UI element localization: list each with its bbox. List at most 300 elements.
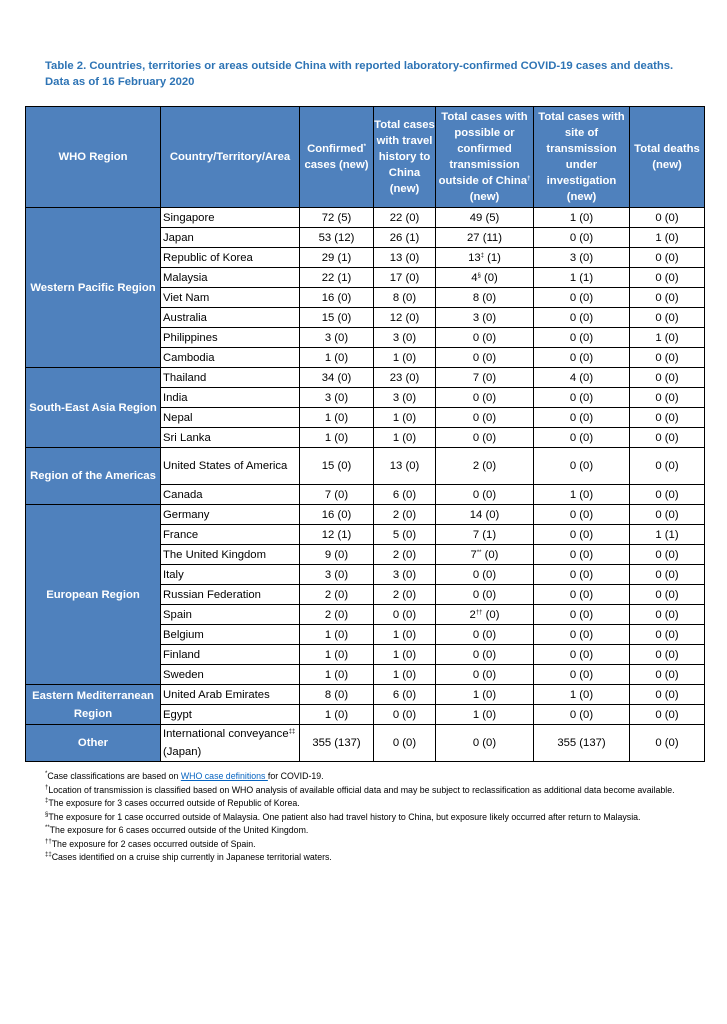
country-cell	[161, 288, 300, 308]
deaths-cell	[630, 328, 705, 348]
investigation-value: 0 (0)	[569, 588, 594, 601]
country-cell	[161, 665, 300, 685]
confirmed-cell	[300, 228, 374, 248]
possible-value: 0 (0)	[472, 648, 497, 661]
confirmed-cell	[300, 388, 374, 408]
deaths-value: 0 (0)	[655, 568, 679, 581]
confirmed-cell	[300, 545, 374, 565]
possible-value: 7	[470, 548, 477, 561]
travel-value: 0 (0)	[392, 708, 417, 721]
travel-cell	[374, 645, 436, 665]
country-name: Sri Lanka	[163, 431, 211, 444]
header-possible-label: Total cases with possible or confirmed transmission outside of China	[438, 111, 528, 187]
investigation-value: 0 (0)	[569, 648, 594, 661]
deaths-cell	[630, 428, 705, 448]
country-cell	[161, 208, 300, 228]
deaths-cell	[630, 665, 705, 685]
investigation-value: 0 (0)	[569, 231, 594, 244]
country-cell	[161, 705, 300, 725]
deaths-value: 0 (0)	[655, 608, 679, 621]
confirmed-value: 355 (137)	[312, 737, 361, 749]
investigation-value: 0 (0)	[569, 460, 594, 472]
deaths-cell	[630, 645, 705, 665]
investigation-cell	[534, 645, 630, 665]
country-name: India	[163, 391, 188, 404]
confirmed-value: 9 (0)	[324, 548, 349, 561]
travel-value: 22 (0)	[389, 211, 420, 224]
footnote-text: Location of transmission is classified based on WHO analysis of available official data and may be subject to reclassification as additional data become available.	[48, 784, 675, 795]
deaths-value: 0 (0)	[655, 628, 679, 641]
travel-cell	[374, 288, 436, 308]
footnote-mark: §	[45, 811, 49, 818]
travel-value: 2 (0)	[392, 508, 417, 521]
possible-value: 0 (0)	[472, 391, 497, 404]
investigation-value: 1 (1)	[569, 271, 594, 284]
travel-value: 2 (0)	[392, 548, 417, 561]
table-row	[26, 505, 705, 525]
confirmed-value: 22 (1)	[321, 271, 352, 284]
deaths-value: 0 (0)	[655, 588, 679, 601]
possible-value: 0 (0)	[472, 737, 497, 749]
possible-cell	[436, 448, 534, 485]
footnote-mark: *	[45, 771, 48, 777]
possible-cell	[436, 268, 534, 288]
investigation-value: 1 (0)	[569, 488, 594, 501]
travel-cell	[374, 388, 436, 408]
country-cell	[161, 585, 300, 605]
country-name: Germany	[163, 508, 210, 521]
country-name: United States of America	[163, 460, 288, 472]
travel-cell	[374, 248, 436, 268]
country-name: United Arab Emirates	[163, 688, 270, 701]
deaths-cell	[630, 565, 705, 585]
possible-cell	[436, 705, 534, 725]
possible-value: 14 (0)	[469, 508, 500, 521]
deaths-value: 0 (0)	[655, 431, 679, 444]
travel-cell	[374, 505, 436, 525]
investigation-value: 0 (0)	[569, 668, 594, 681]
region-cell: South-East Asia Region	[26, 368, 161, 448]
possible-value: 7 (0)	[472, 371, 497, 384]
investigation-cell	[534, 505, 630, 525]
country-cell	[161, 368, 300, 388]
country-cell	[161, 505, 300, 525]
travel-cell	[374, 605, 436, 625]
investigation-cell	[534, 228, 630, 248]
confirmed-value: 72 (5)	[321, 211, 352, 224]
confirmed-value: 53 (12)	[318, 231, 355, 244]
country-footnote-mark: ‡‡	[288, 729, 296, 735]
country-name: Thailand	[163, 371, 207, 384]
travel-value: 12 (0)	[389, 311, 420, 324]
header-confirmed-tail: cases (new)	[304, 159, 369, 171]
deaths-cell	[630, 248, 705, 268]
investigation-cell	[534, 248, 630, 268]
possible-cell	[436, 685, 534, 705]
possible-value: 27 (11)	[467, 231, 502, 244]
confirmed-cell	[300, 565, 374, 585]
confirmed-value: 2 (0)	[324, 608, 349, 621]
deaths-value: 0 (0)	[655, 688, 679, 701]
possible-footnote-mark: **	[476, 549, 482, 556]
confirmed-cell	[300, 448, 374, 485]
possible-cell	[436, 428, 534, 448]
investigation-value: 0 (0)	[569, 331, 594, 344]
investigation-value: 1 (0)	[569, 688, 594, 701]
confirmed-value: 29 (1)	[321, 251, 352, 264]
footnote-text: The exposure for 3 cases occurred outside of Republic of Korea.	[48, 798, 300, 808]
deaths-value: 0 (0)	[655, 737, 679, 749]
travel-cell	[374, 208, 436, 228]
country-cell	[161, 328, 300, 348]
header-confirmed	[300, 107, 374, 208]
investigation-cell	[534, 565, 630, 585]
header-country: Country/Territory/Area	[161, 107, 300, 208]
possible-value: 7 (1)	[472, 528, 497, 541]
possible-value: 0 (0)	[472, 568, 497, 581]
deaths-cell	[630, 625, 705, 645]
possible-cell	[436, 408, 534, 428]
travel-cell	[374, 565, 436, 585]
possible-value: 13	[468, 251, 481, 264]
deaths-cell	[630, 485, 705, 505]
country-name: Republic of Korea	[163, 251, 253, 264]
deaths-value: 1 (0)	[655, 231, 679, 244]
confirmed-value: 34 (0)	[321, 371, 352, 384]
confirmed-cell	[300, 665, 374, 685]
investigation-value: 0 (0)	[569, 411, 594, 424]
confirmed-value: 16 (0)	[321, 291, 352, 304]
travel-value: 1 (0)	[392, 648, 417, 661]
confirmed-value: 3 (0)	[324, 331, 349, 344]
footnote-mark: ‡	[45, 798, 49, 804]
deaths-value: 0 (0)	[655, 311, 679, 324]
confirmed-value: 3 (0)	[324, 568, 349, 581]
investigation-value: 0 (0)	[569, 351, 594, 364]
footnote	[45, 838, 695, 852]
footnotes	[45, 770, 695, 865]
possible-value: 1 (0)	[472, 708, 497, 721]
investigation-cell	[534, 525, 630, 545]
cases-table	[25, 106, 705, 762]
deaths-cell	[630, 208, 705, 228]
possible-footnote-mark: ‡	[480, 252, 484, 259]
region-cell: Eastern Mediterranean Region	[26, 685, 161, 725]
country-name: Philippines	[163, 331, 218, 344]
possible-value: 49 (5)	[469, 211, 500, 224]
confirmed-cell	[300, 248, 374, 268]
footnote-text: Cases identified on a cruise ship currently in Japanese territorial waters.	[51, 852, 332, 862]
possible-value: 0 (0)	[472, 351, 497, 364]
travel-cell	[374, 585, 436, 605]
possible-value: 0 (0)	[472, 331, 497, 344]
travel-value: 1 (0)	[392, 351, 417, 364]
footnote	[45, 784, 695, 798]
travel-cell	[374, 725, 436, 762]
country-cell	[161, 625, 300, 645]
deaths-value: 0 (0)	[655, 271, 679, 284]
confirmed-cell	[300, 368, 374, 388]
country-cell	[161, 485, 300, 505]
travel-cell	[374, 228, 436, 248]
possible-cell	[436, 645, 534, 665]
confirmed-value: 1 (0)	[324, 708, 349, 721]
investigation-cell	[534, 705, 630, 725]
deaths-cell	[630, 505, 705, 525]
deaths-value: 0 (0)	[655, 411, 679, 424]
possible-cell	[436, 348, 534, 368]
possible-value: 1 (0)	[472, 688, 497, 701]
possible-cell	[436, 545, 534, 565]
deaths-value: 1 (1)	[655, 528, 679, 541]
travel-value: 1 (0)	[392, 411, 417, 424]
confirmed-cell	[300, 705, 374, 725]
possible-cell	[436, 665, 534, 685]
country-cell	[161, 545, 300, 565]
travel-cell	[374, 545, 436, 565]
header-travel-history: Total cases with travel history to China (new)	[374, 107, 436, 208]
deaths-cell	[630, 705, 705, 725]
travel-cell	[374, 625, 436, 645]
possible-cell	[436, 388, 534, 408]
possible-cell	[436, 725, 534, 762]
investigation-value: 0 (0)	[569, 311, 594, 324]
travel-cell	[374, 685, 436, 705]
travel-value: 3 (0)	[392, 568, 417, 581]
country-name: Sweden	[163, 668, 204, 681]
possible-cell	[436, 208, 534, 228]
confirmed-cell	[300, 268, 374, 288]
deaths-cell	[630, 288, 705, 308]
possible-cell	[436, 565, 534, 585]
table-caption: Table 2. Countries, territories or areas outside China with reported laboratory-confirmed COVID-19 cases and deaths. Data as of 16 February 2020	[45, 60, 674, 88]
header-row	[26, 107, 705, 208]
country-name: Singapore	[163, 211, 215, 224]
travel-cell	[374, 705, 436, 725]
possible-cell	[436, 248, 534, 268]
table-row	[26, 448, 705, 485]
investigation-value: 0 (0)	[569, 391, 594, 404]
deaths-cell	[630, 348, 705, 368]
investigation-value: 0 (0)	[569, 708, 594, 721]
country-name: Malaysia	[163, 271, 208, 284]
investigation-cell	[534, 268, 630, 288]
travel-value: 6 (0)	[392, 688, 417, 701]
header-total-deaths: Total deaths (new)	[630, 107, 705, 208]
travel-value: 23 (0)	[389, 371, 420, 384]
footnote-text: The exposure for 6 cases occurred outside of the United Kingdom.	[49, 825, 309, 835]
deaths-cell	[630, 388, 705, 408]
footnote-mark: ‡‡	[45, 852, 52, 858]
deaths-cell	[630, 448, 705, 485]
investigation-value: 355 (137)	[557, 737, 606, 749]
table-row	[26, 208, 705, 228]
investigation-value: 1 (0)	[569, 211, 594, 224]
country-name: Nepal	[163, 411, 193, 424]
region-cell: Region of the Americas	[26, 448, 161, 505]
possible-cell	[436, 228, 534, 248]
country-cell	[161, 388, 300, 408]
footnote	[45, 851, 695, 865]
deaths-value: 0 (0)	[655, 708, 679, 721]
travel-cell	[374, 328, 436, 348]
footnote	[45, 797, 695, 811]
deaths-value: 0 (0)	[655, 391, 679, 404]
country-name: France	[163, 528, 199, 541]
travel-value: 0 (0)	[392, 608, 417, 621]
possible-value-tail: (1)	[483, 251, 501, 264]
possible-value: 2	[469, 608, 476, 621]
confirmed-cell	[300, 208, 374, 228]
confirmed-value: 1 (0)	[324, 431, 349, 444]
investigation-value: 4 (0)	[569, 371, 594, 384]
confirmed-value: 1 (0)	[324, 668, 349, 681]
possible-cell	[436, 605, 534, 625]
confirmed-value: 16 (0)	[321, 508, 352, 521]
travel-value: 1 (0)	[392, 431, 417, 444]
investigation-cell	[534, 368, 630, 388]
travel-value: 1 (0)	[392, 668, 417, 681]
possible-footnote-mark: ††	[475, 609, 483, 616]
deaths-value: 0 (0)	[655, 291, 679, 304]
header-possible-transmission	[436, 107, 534, 208]
country-name: Russian Federation	[163, 588, 261, 601]
deaths-cell	[630, 368, 705, 388]
region-cell: Western Pacific Region	[26, 208, 161, 368]
travel-value: 3 (0)	[392, 331, 417, 344]
country-cell	[161, 228, 300, 248]
deaths-cell	[630, 725, 705, 762]
possible-cell	[436, 308, 534, 328]
deaths-value: 0 (0)	[655, 460, 679, 472]
country-name: Japan	[163, 231, 194, 244]
country-name: Belgium	[163, 628, 204, 641]
possible-value-tail: (0)	[481, 548, 499, 561]
investigation-cell	[534, 625, 630, 645]
possible-cell	[436, 525, 534, 545]
travel-cell	[374, 525, 436, 545]
country-cell	[161, 268, 300, 288]
footnote-mark: ††	[45, 838, 52, 845]
possible-value: 4	[471, 271, 478, 284]
deaths-value: 1 (0)	[655, 331, 679, 344]
possible-value: 8 (0)	[472, 291, 497, 304]
investigation-value: 0 (0)	[569, 628, 594, 641]
investigation-value: 3 (0)	[569, 251, 594, 264]
deaths-value: 0 (0)	[655, 488, 679, 501]
header-possible-tail: (new)	[469, 191, 500, 203]
travel-value: 0 (0)	[392, 737, 417, 749]
footnote-text: The exposure for 1 case occurred outside of Malaysia. One patient also had travel history to China, but exposure likely occurred after return to Malaysia.	[48, 811, 641, 822]
country-name: International conveyance	[163, 728, 289, 740]
investigation-cell	[534, 725, 630, 762]
confirmed-value: 15 (0)	[321, 460, 352, 472]
footnote	[45, 811, 695, 825]
country-cell	[161, 685, 300, 705]
header-confirmed-label: Confirmed	[307, 143, 364, 155]
investigation-cell	[534, 448, 630, 485]
possible-cell	[436, 585, 534, 605]
investigation-cell	[534, 605, 630, 625]
deaths-value: 0 (0)	[655, 351, 679, 364]
confirmed-cell	[300, 288, 374, 308]
country-cell	[161, 448, 300, 485]
investigation-cell	[534, 428, 630, 448]
country-cell	[161, 408, 300, 428]
header-possible-sup: †	[527, 176, 531, 182]
possible-value: 0 (0)	[472, 668, 497, 681]
possible-value-tail: (0)	[480, 271, 498, 284]
possible-value: 2 (0)	[472, 460, 497, 472]
travel-value: 2 (0)	[392, 588, 417, 601]
who-case-definitions-link[interactable]: WHO case definitions	[180, 771, 268, 781]
footnote-text-tail: for COVID-19.	[267, 771, 324, 781]
country-cell	[161, 565, 300, 585]
confirmed-cell	[300, 505, 374, 525]
travel-cell	[374, 408, 436, 428]
confirmed-value: 12 (1)	[321, 528, 352, 541]
region-cell: European Region	[26, 505, 161, 685]
confirmed-cell	[300, 685, 374, 705]
country-name: Australia	[163, 311, 207, 324]
possible-value: 3 (0)	[472, 311, 497, 324]
travel-value: 13 (0)	[389, 460, 420, 472]
confirmed-cell	[300, 625, 374, 645]
investigation-value: 0 (0)	[569, 291, 594, 304]
deaths-cell	[630, 228, 705, 248]
confirmed-value: 1 (0)	[324, 351, 349, 364]
region-cell: Other	[26, 725, 161, 762]
country-cell	[161, 725, 300, 762]
investigation-value: 0 (0)	[569, 608, 594, 621]
country-cell	[161, 525, 300, 545]
confirmed-cell	[300, 605, 374, 625]
investigation-cell	[534, 685, 630, 705]
country-name: Finland	[163, 648, 201, 661]
deaths-cell	[630, 308, 705, 328]
country-name: Cambodia	[163, 351, 215, 364]
travel-value: 26 (1)	[389, 231, 420, 244]
footnote-text: The exposure for 2 cases occurred outside of Spain.	[51, 838, 256, 849]
table-row	[26, 725, 705, 762]
country-name: Viet Nam	[163, 291, 210, 304]
investigation-cell	[534, 308, 630, 328]
possible-cell	[436, 505, 534, 525]
confirmed-value: 3 (0)	[324, 391, 349, 404]
confirmed-value: 1 (0)	[324, 411, 349, 424]
possible-cell	[436, 288, 534, 308]
possible-value: 0 (0)	[472, 431, 497, 444]
confirmed-value: 8 (0)	[324, 688, 349, 701]
confirmed-value: 15 (0)	[321, 311, 352, 324]
investigation-cell	[534, 485, 630, 505]
confirmed-cell	[300, 525, 374, 545]
deaths-value: 0 (0)	[655, 648, 679, 661]
investigation-cell	[534, 388, 630, 408]
investigation-cell	[534, 208, 630, 228]
confirmed-cell	[300, 308, 374, 328]
footnote-mark: **	[45, 825, 50, 831]
possible-value-tail: (0)	[482, 608, 500, 621]
deaths-value: 0 (0)	[655, 251, 679, 264]
travel-cell	[374, 665, 436, 685]
investigation-cell	[534, 665, 630, 685]
travel-cell	[374, 428, 436, 448]
confirmed-value: 1 (0)	[324, 628, 349, 641]
confirmed-value: 1 (0)	[324, 648, 349, 661]
footnote	[45, 770, 695, 784]
possible-value: 0 (0)	[472, 488, 497, 501]
